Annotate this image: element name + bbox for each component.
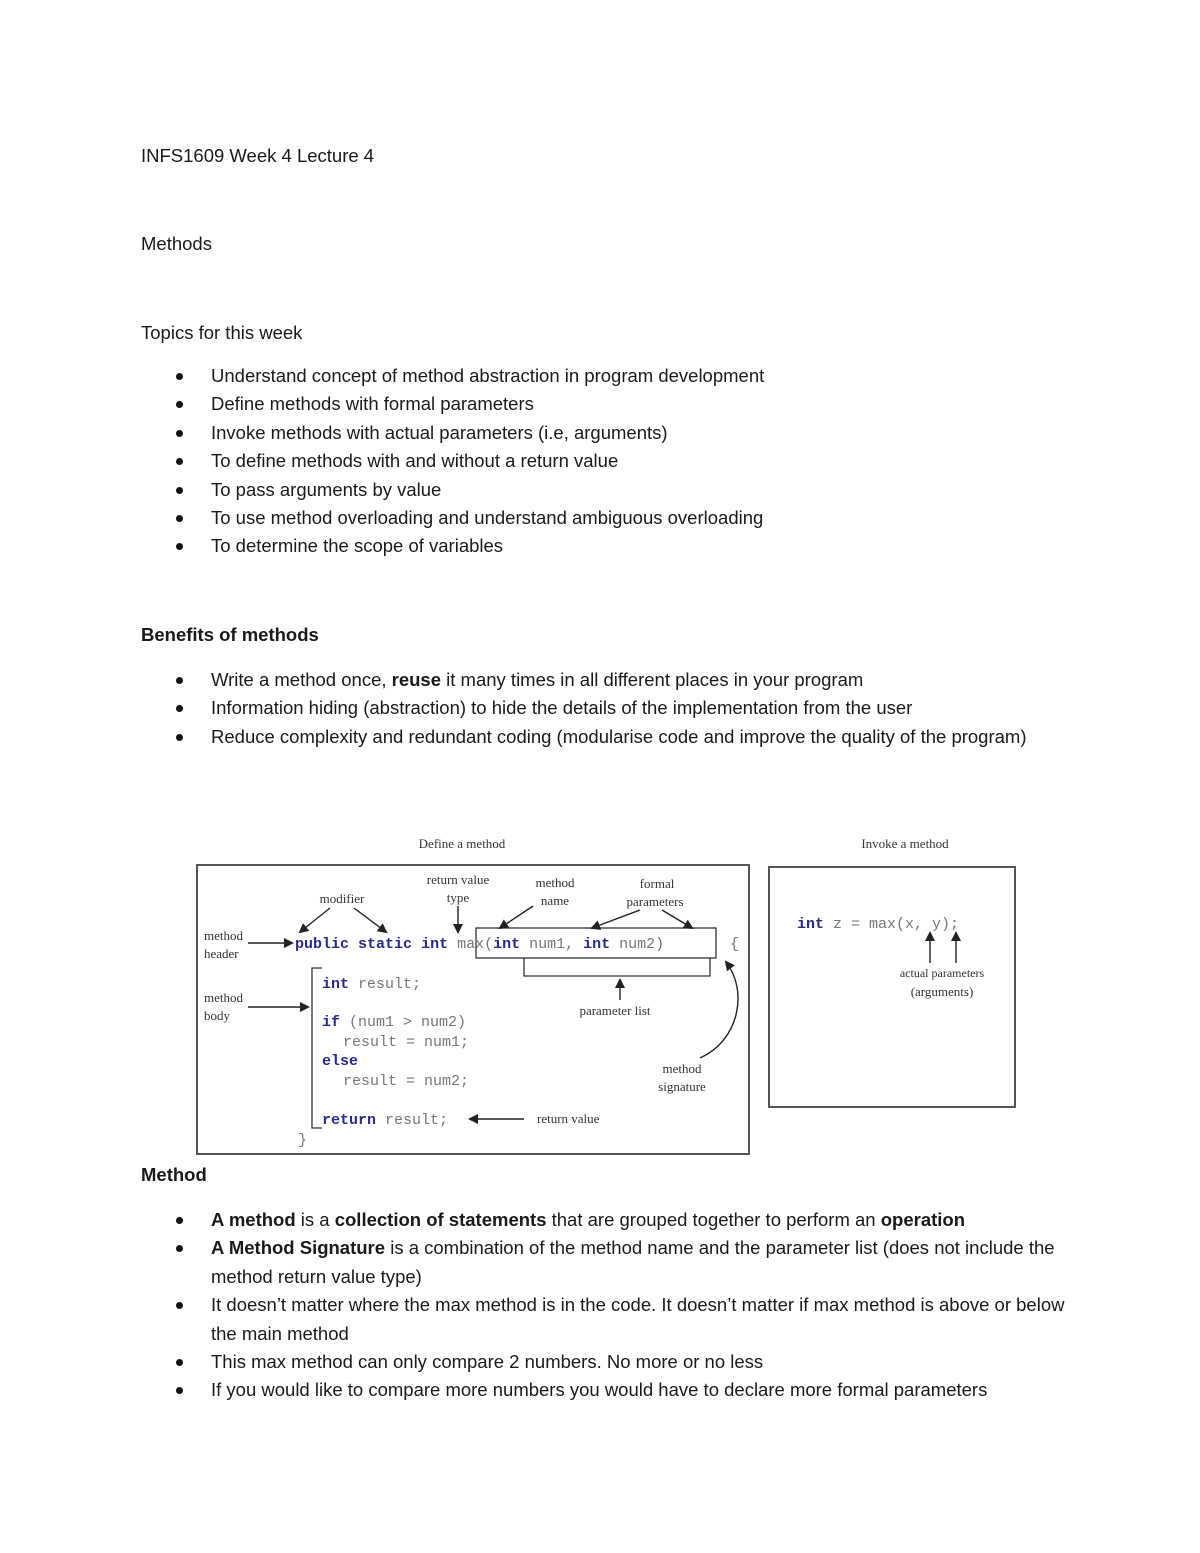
formal-parameters-label: formal (639, 876, 675, 891)
formal-parameters-label: parameters (626, 894, 684, 909)
bullet-icon (176, 401, 183, 408)
modifier-label: modifier (319, 891, 365, 906)
bullet-icon (176, 677, 183, 684)
list-item: Write a method once, reuse it many times in all different places in your program (141, 666, 1071, 694)
close-brace: } (298, 1132, 308, 1149)
section-heading-methods: Methods (141, 233, 212, 254)
benefits-heading: Benefits of methods (141, 624, 319, 645)
method-header-label: header (204, 946, 239, 961)
list-item: Reduce complexity and redundant coding (modularise code and improve the quality of the program) (141, 723, 1071, 751)
list-item: Information hiding (abstraction) to hide the details of the implementation from the user (141, 694, 1071, 722)
parameter-list-label: parameter list (579, 1003, 651, 1018)
list-item: To use method overloading and understand ambiguous overloading (141, 504, 1071, 532)
list-item: If you would like to compare more numbers you would have to declare more formal parameters (141, 1376, 1071, 1404)
method-diagram (140, 800, 1040, 1165)
bullet-icon (176, 1302, 183, 1309)
method-heading: Method (141, 1164, 207, 1185)
method-name-label: method (535, 875, 575, 890)
return-value-type-label: type (446, 890, 470, 905)
topics-heading: Topics for this week (141, 322, 303, 343)
body-bracket (312, 968, 322, 1128)
bullet-icon (176, 458, 183, 465)
actual-parameters-label: (arguments) (910, 984, 974, 999)
benefits-list (141, 666, 1071, 751)
method-signature-label: method (662, 1061, 702, 1076)
list-item: Understand concept of method abstraction in program development (141, 362, 1071, 390)
list-item: To define methods with and without a return value (141, 447, 1071, 475)
arrow-icon (500, 906, 533, 928)
topics-list (141, 362, 1071, 561)
bullet-icon (176, 1217, 183, 1224)
method-name-label: name (540, 893, 570, 908)
list-item: To determine the scope of variables (141, 532, 1071, 560)
parameter-list-bracket (524, 958, 710, 976)
method-header-code: public static int max(int num1, int num2) (295, 936, 665, 953)
method-signature-label: signature (658, 1079, 706, 1094)
bullet-icon (176, 487, 183, 494)
bullet-icon (176, 1245, 183, 1252)
actual-parameters-label: actual parameters (899, 966, 985, 980)
arrow-icon (592, 910, 640, 928)
code-line: int result; (322, 976, 422, 993)
return-value-type-label: return value (426, 872, 490, 887)
bullet-icon (176, 1387, 183, 1394)
arrow-icon (662, 910, 692, 928)
document-title: INFS1609 Week 4 Lecture 4 (141, 145, 375, 166)
method-header-label: method (204, 928, 243, 943)
code-line: result = num1; (343, 1034, 470, 1051)
invoke-method-box (769, 867, 1015, 1107)
define-method-title: Define a method (418, 836, 506, 851)
bullet-icon (176, 705, 183, 712)
method-list (141, 1206, 1071, 1405)
bullet-icon (176, 1359, 183, 1366)
bullet-icon (176, 430, 183, 437)
arrow-icon (300, 908, 330, 932)
bullet-icon (176, 373, 183, 380)
code-line: return result; (322, 1112, 449, 1129)
invoke-method-title: Invoke a method (861, 836, 949, 851)
method-body-label: body (204, 1008, 230, 1023)
list-item: Define methods with formal parameters (141, 390, 1071, 418)
list-item: To pass arguments by value (141, 476, 1071, 504)
list-item: This max method can only compare 2 numbers. No more or no less (141, 1348, 1071, 1376)
bullet-icon (176, 515, 183, 522)
open-brace: { (730, 936, 740, 953)
return-value-label: return value (537, 1111, 600, 1126)
code-line: if (num1 > num2) (322, 1014, 467, 1031)
invoke-code: int z = max(x, y); (797, 916, 960, 933)
arrow-icon (354, 908, 386, 932)
list-item: Invoke methods with actual parameters (i.e, arguments) (141, 419, 1071, 447)
list-item: A Method Signature is a combination of the method name and the parameter list (does not include the method return value type) (141, 1234, 1071, 1291)
list-item: A method is a collection of statements that are grouped together to perform an operation (141, 1206, 1071, 1234)
code-line: else (322, 1053, 359, 1070)
bullet-icon (176, 734, 183, 741)
code-line: result = num2; (343, 1073, 470, 1090)
list-item: It doesn’t matter where the max method is in the code. It doesn’t matter if max method is above or below the main method (141, 1291, 1071, 1348)
method-body-label: method (204, 990, 243, 1005)
bullet-icon (176, 543, 183, 550)
